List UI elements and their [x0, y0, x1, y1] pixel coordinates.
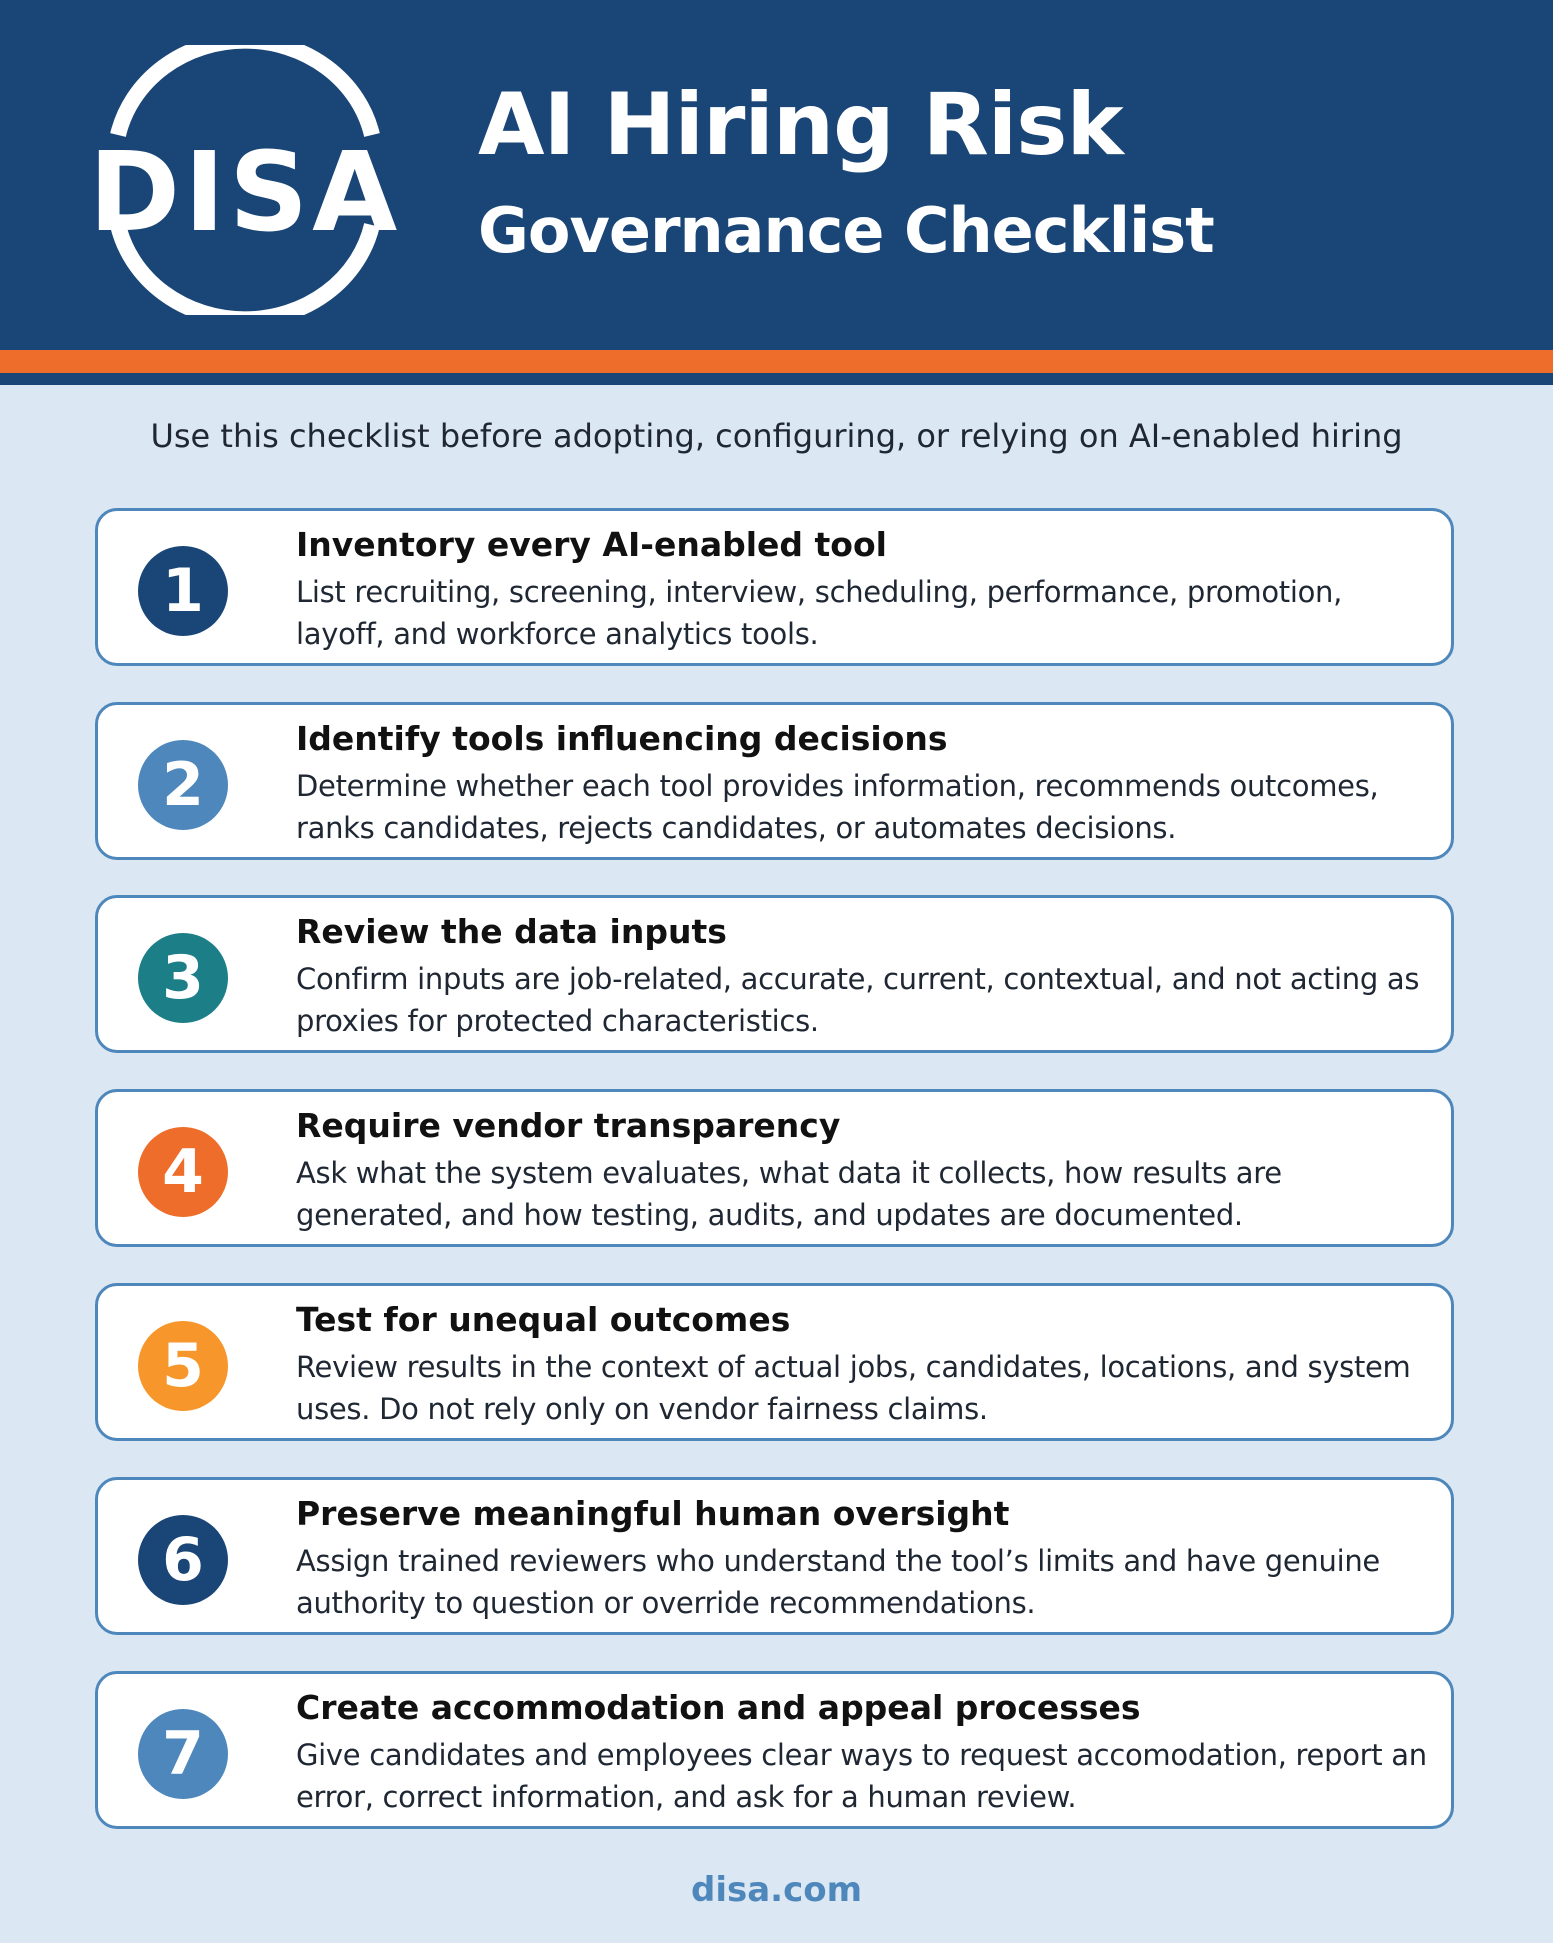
checklist-item-title: Review the data inputs [296, 912, 727, 951]
checklist-item [95, 508, 1454, 666]
checklist-item-description: Review results in the context of actual jobs, candidates, locations, and system uses. Do not rely only on vendor fairness claims. [296, 1350, 1411, 1426]
checklist-item-title: Preserve meaningful human oversight [296, 1494, 1010, 1533]
checklist-item [95, 702, 1454, 860]
checklist-item-title: Inventory every AI-enabled tool [296, 525, 887, 564]
checklist-item [95, 1283, 1454, 1441]
checklist-item-description: Give candidates and employees clear ways to request accomodation, report an error, correct information, and ask for a human review. [296, 1738, 1427, 1814]
navy-divider [0, 373, 1553, 385]
checklist-item-title: Create accommodation and appeal processes [296, 1688, 1141, 1727]
checklist-item [95, 1671, 1454, 1829]
logo-text: DISA [88, 128, 402, 256]
checklist-item-title: Identify tools influencing decisions [296, 719, 948, 758]
page-subtitle: Governance Checklist [478, 194, 1214, 267]
orange-divider [0, 350, 1553, 373]
header-banner [0, 0, 1553, 350]
step-number-badge: 7 [138, 1709, 228, 1799]
disa-logo [80, 45, 410, 315]
checklist-item-description: List recruiting, screening, interview, scheduling, performance, promotion, layoff, and workforce analytics tools. [296, 575, 1343, 651]
step-number-badge: 2 [138, 740, 228, 830]
footer-link[interactable]: disa.com [690, 1870, 863, 1910]
step-number-badge: 3 [138, 933, 228, 1023]
page-title: AI Hiring Risk [478, 75, 1123, 175]
checklist-item-description: Confirm inputs are job-related, accurate, current, contextual, and not acting as proxies for protected characteristics. [296, 962, 1420, 1038]
checklist-item [95, 1089, 1454, 1247]
step-number-badge: 1 [138, 546, 228, 636]
checklist-item [95, 895, 1454, 1053]
intro-text: Use this checklist before adopting, configuring, or relying on AI-enabled hiring [150, 417, 1403, 455]
checklist-item-description: Assign trained reviewers who understand the tool’s limits and have genuine authority to question or override recommendations. [296, 1544, 1380, 1620]
checklist-item-description: Determine whether each tool provides information, recommends outcomes, ranks candidates, rejects candidates, or automates decisions. [296, 769, 1379, 845]
checklist-item [95, 1477, 1454, 1635]
step-number-badge: 6 [138, 1515, 228, 1605]
step-number-badge: 5 [138, 1321, 228, 1411]
checklist-item-title: Test for unequal outcomes [296, 1300, 791, 1339]
checklist-item-title: Require vendor transparency [296, 1106, 841, 1145]
step-number-badge: 4 [138, 1127, 228, 1217]
checklist-item-description: Ask what the system evaluates, what data it collects, how results are generated, and how testing, audits, and updates are documented. [296, 1156, 1282, 1232]
